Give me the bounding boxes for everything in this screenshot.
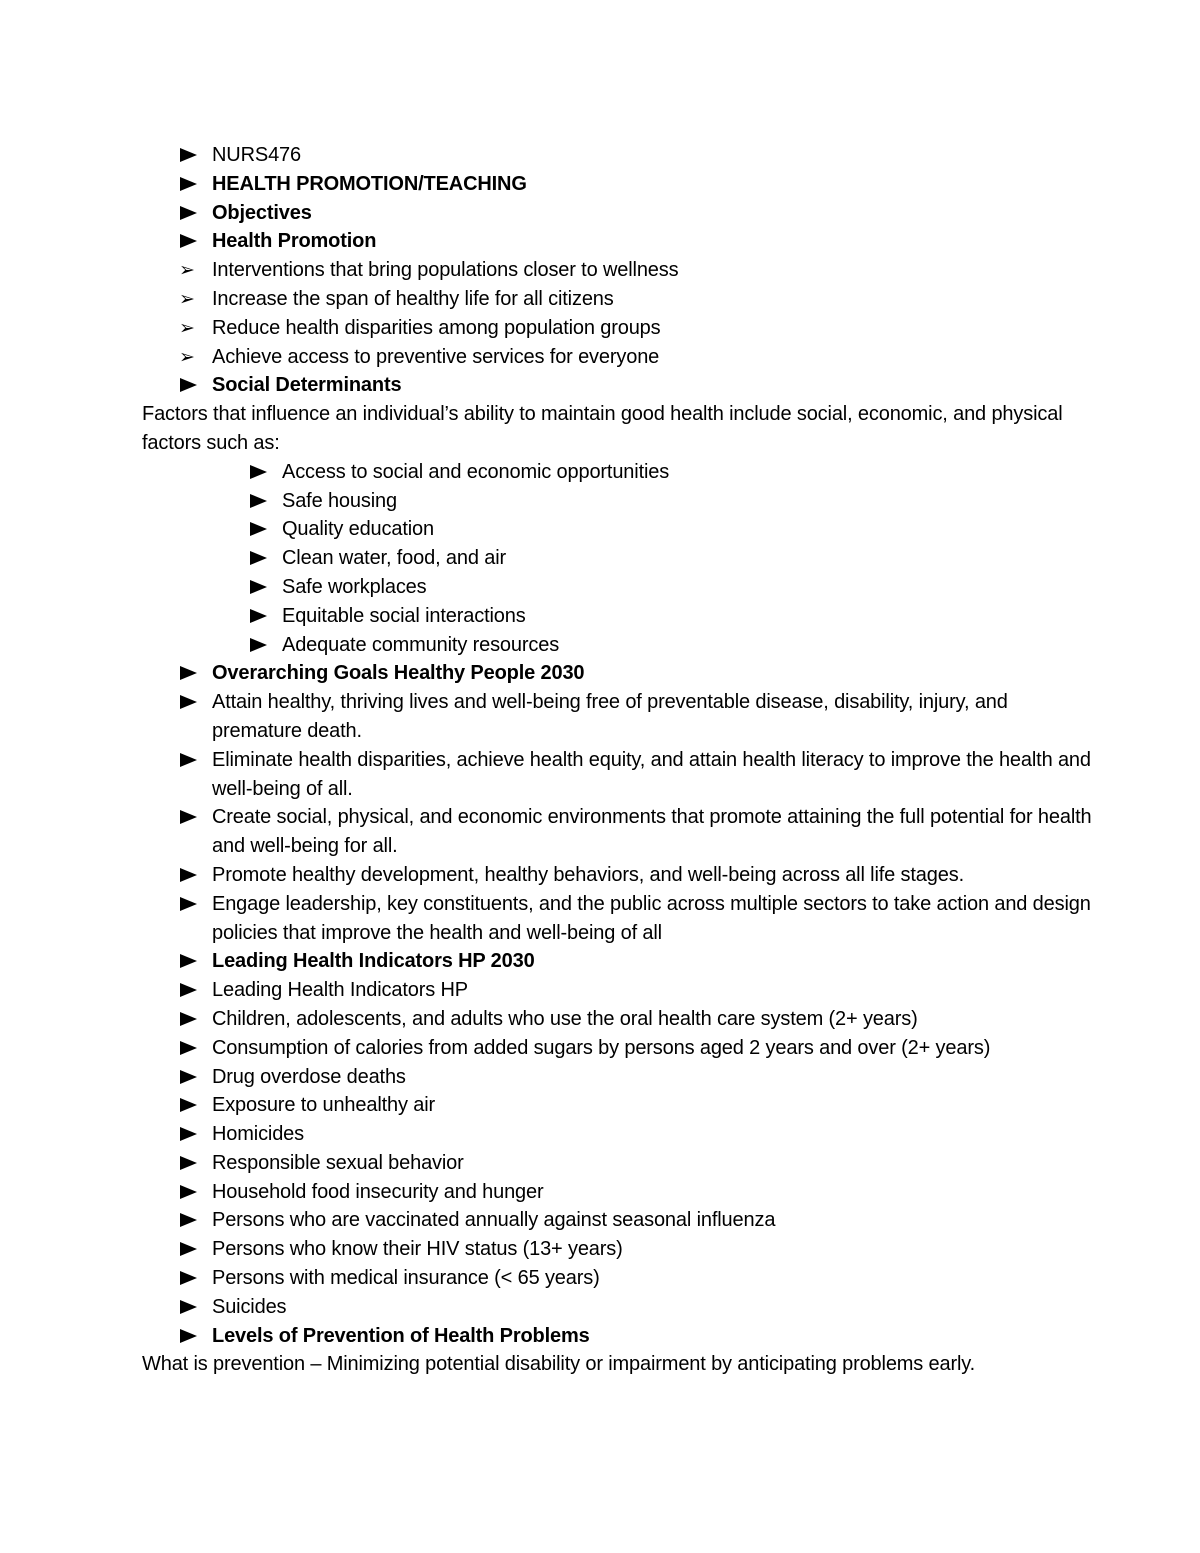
item-text: Safe housing <box>282 489 397 512</box>
list-item <box>142 343 1092 372</box>
item-text: Increase the span of healthy life for all citizens <box>212 287 614 310</box>
list-item <box>142 688 1092 746</box>
triangle-bullet-icon <box>250 522 267 536</box>
list-item <box>142 458 1092 487</box>
item-text: Create social, physical, and economic environments that promote attaining the full potential for health and well-being for all. <box>212 806 1092 858</box>
item-text: What is prevention – Minimizing potential disability or impairment by anticipating problems early. <box>142 1353 976 1376</box>
arrowhead-bullet-icon: ➢ <box>179 316 195 339</box>
item-text: Equitable social interactions <box>282 604 526 627</box>
triangle-bullet-icon <box>180 810 197 824</box>
item-text: Attain healthy, thriving lives and well-being free of preventable disease, disability, injury, and premature death. <box>212 691 1008 742</box>
list-item <box>142 314 1092 343</box>
item-text: Objectives <box>212 201 312 224</box>
item-text: Eliminate health disparities, achieve health equity, and attain health literacy to improve the health and well-being of all. <box>212 748 1091 800</box>
item-text: Leading Health Indicators HP <box>212 979 468 1002</box>
item-text: Interventions that bring populations closer to wellness <box>212 259 679 282</box>
list-item <box>142 170 1092 199</box>
list-item <box>142 861 1092 890</box>
item-text: Homicides <box>212 1123 305 1146</box>
item-text: Factors that influence an individual’s ability to maintain good health include social, economic, and physical factors such as: <box>142 403 1063 454</box>
list-item <box>142 515 1092 544</box>
list-item <box>142 631 1092 660</box>
item-text: Access to social and economic opportunities <box>282 460 670 483</box>
list-item <box>142 1235 1092 1264</box>
triangle-bullet-icon <box>180 1070 197 1084</box>
triangle-bullet-icon <box>180 378 197 392</box>
list-item <box>142 1149 1092 1178</box>
list-item <box>142 573 1092 602</box>
list-item <box>142 1120 1092 1149</box>
list-item <box>142 1005 1092 1034</box>
paragraph <box>142 1350 1092 1379</box>
item-text: Leading Health Indicators HP 2030 <box>212 950 535 973</box>
list-item <box>142 199 1092 228</box>
list-item <box>142 1034 1092 1063</box>
triangle-bullet-icon <box>180 1271 197 1285</box>
list-item <box>142 256 1092 285</box>
triangle-bullet-icon <box>180 206 197 220</box>
triangle-bullet-icon <box>180 1329 197 1343</box>
triangle-bullet-icon <box>180 954 197 968</box>
item-text: Social Determinants <box>212 374 402 397</box>
triangle-bullet-icon <box>180 148 197 162</box>
triangle-bullet-icon <box>250 638 267 652</box>
triangle-bullet-icon <box>180 868 197 882</box>
triangle-bullet-icon <box>180 983 197 997</box>
list-item <box>142 1264 1092 1293</box>
triangle-bullet-icon <box>250 609 267 623</box>
list-item <box>142 371 1092 400</box>
item-text: Suicides <box>212 1295 287 1318</box>
arrowhead-bullet-icon: ➢ <box>179 287 195 310</box>
item-text: Consumption of calories from added sugars by persons aged 2 years and over (2+ years) <box>212 1036 991 1059</box>
item-text: Achieve access to preventive services for everyone <box>212 345 660 368</box>
list-item <box>142 141 1092 170</box>
item-text: Children, adolescents, and adults who use the oral health care system (2+ years) <box>212 1007 918 1030</box>
arrowhead-bullet-icon: ➢ <box>179 345 195 368</box>
document-body <box>142 141 1092 1379</box>
item-text: Exposure to unhealthy air <box>212 1094 436 1117</box>
item-text: HEALTH PROMOTION/TEACHING <box>212 172 527 195</box>
list-item <box>142 1206 1092 1235</box>
item-text: NURS476 <box>212 144 301 166</box>
item-text: Persons with medical insurance (< 65 years) <box>212 1267 600 1290</box>
list-item <box>142 976 1092 1005</box>
list-item <box>142 1091 1092 1120</box>
triangle-bullet-icon <box>180 1213 197 1227</box>
item-text: Safe workplaces <box>282 575 427 598</box>
triangle-bullet-icon <box>250 465 267 479</box>
item-text: Overarching Goals Healthy People 2030 <box>212 662 585 685</box>
triangle-bullet-icon <box>180 1185 197 1199</box>
triangle-bullet-icon <box>180 234 197 248</box>
triangle-bullet-icon <box>180 666 197 680</box>
triangle-bullet-icon <box>180 1156 197 1170</box>
item-text: Adequate community resources <box>282 633 560 656</box>
triangle-bullet-icon <box>180 1300 197 1314</box>
triangle-bullet-icon <box>250 580 267 594</box>
item-text: Quality education <box>282 518 434 541</box>
triangle-bullet-icon <box>180 753 197 767</box>
list-item <box>142 659 1092 688</box>
paragraph <box>142 400 1092 458</box>
triangle-bullet-icon <box>250 494 267 508</box>
item-text: Reduce health disparities among population groups <box>212 316 661 339</box>
triangle-bullet-icon <box>180 1098 197 1112</box>
list-item <box>142 746 1092 804</box>
list-item <box>142 602 1092 631</box>
list-item <box>142 947 1092 976</box>
triangle-bullet-icon <box>180 177 197 191</box>
list-item <box>142 1178 1092 1207</box>
item-text: Drug overdose deaths <box>212 1065 406 1088</box>
triangle-bullet-icon <box>180 1012 197 1026</box>
item-text: Promote healthy development, healthy behaviors, and well-being across all life stages. <box>212 863 964 886</box>
list-item <box>142 1322 1092 1351</box>
list-item <box>142 285 1092 314</box>
item-text: Health Promotion <box>212 230 377 253</box>
triangle-bullet-icon <box>180 897 197 911</box>
item-text: Household food insecurity and hunger <box>212 1180 544 1203</box>
list-item <box>142 1063 1092 1092</box>
list-item <box>142 803 1092 861</box>
item-text: Persons who are vaccinated annually against seasonal influenza <box>212 1209 776 1232</box>
item-text: Engage leadership, key constituents, and the public across multiple sectors to take action and design policies that improve the health and well-being of all <box>212 892 1091 944</box>
item-text: Responsible sexual behavior <box>212 1151 464 1174</box>
triangle-bullet-icon <box>180 695 197 709</box>
triangle-bullet-icon <box>180 1041 197 1055</box>
arrowhead-bullet-icon: ➢ <box>179 259 195 282</box>
item-text: Clean water, food, and air <box>282 547 507 570</box>
list-item <box>142 544 1092 573</box>
triangle-bullet-icon <box>180 1127 197 1141</box>
triangle-bullet-icon <box>250 551 267 565</box>
list-item <box>142 1293 1092 1322</box>
list-item <box>142 890 1092 948</box>
list-item <box>142 227 1092 256</box>
item-text: Persons who know their HIV status (13+ years) <box>212 1238 623 1261</box>
triangle-bullet-icon <box>180 1242 197 1256</box>
item-text: Levels of Prevention of Health Problems <box>212 1324 590 1347</box>
list-item <box>142 487 1092 516</box>
